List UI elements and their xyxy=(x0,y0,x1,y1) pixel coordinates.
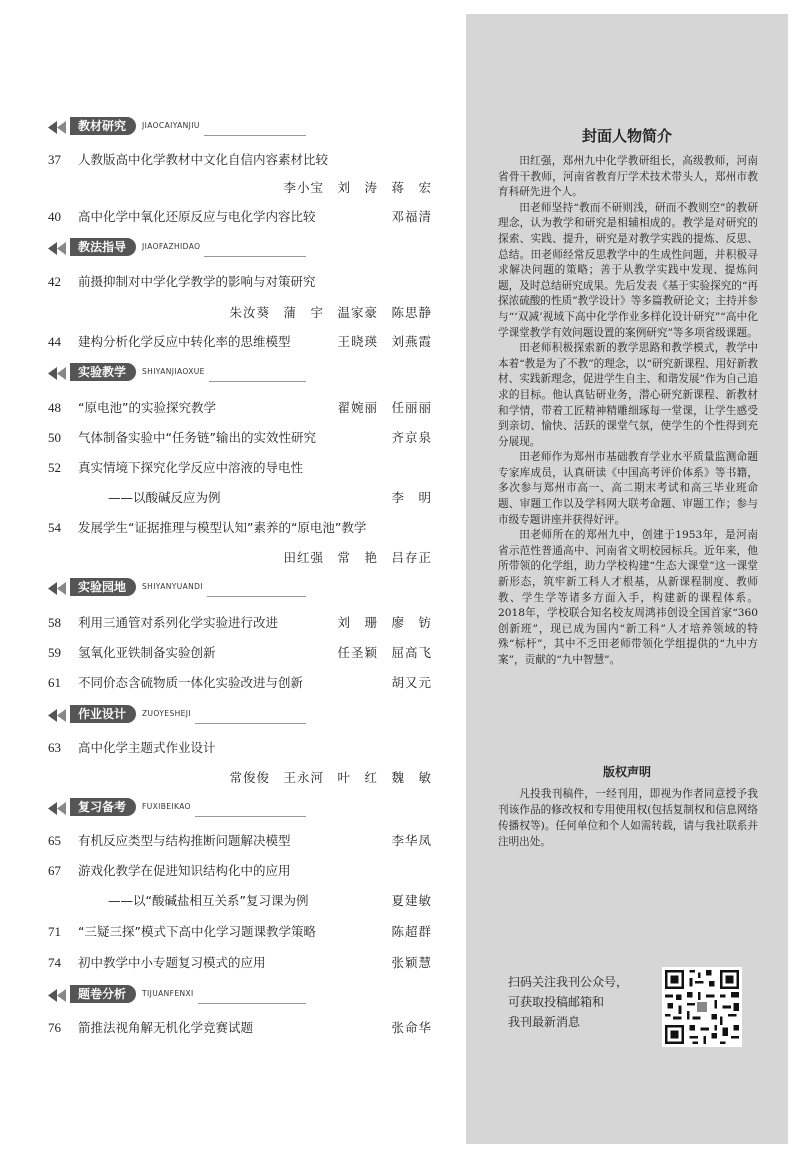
page-number: 52 xyxy=(48,460,61,475)
double-arrow-icon xyxy=(48,242,70,255)
article-title: 利用三通管对系列化学实验进行改进 xyxy=(78,615,279,630)
section-header-yuandi xyxy=(48,578,306,598)
section-pinyin: FUXIBEIKAO xyxy=(142,802,191,811)
article-title: 高中化学中氧化还原反应与电化学内容比较 xyxy=(78,209,316,224)
page-number: 54 xyxy=(48,520,61,535)
article-authors: 李华凤 xyxy=(391,833,432,848)
article-subtitle: ——以“酸碱盐相互关系”复习课为例 xyxy=(108,893,309,908)
section-pinyin: TIJUANFENXI xyxy=(142,989,194,998)
page-number: 65 xyxy=(48,833,61,848)
section-label: 题卷分析 xyxy=(70,985,136,1003)
article-title: 人教版高中化学教材中文化自信内容素材比较 xyxy=(78,152,329,167)
double-arrow-icon xyxy=(48,582,70,595)
toc-entry[interactable] xyxy=(48,207,432,227)
divider xyxy=(195,816,306,817)
page-number: 50 xyxy=(48,430,61,445)
qr-caption-line: 可获取投稿邮箱和 xyxy=(508,995,605,1009)
double-arrow-icon xyxy=(48,367,70,380)
article-title: 前摄抑制对中学化学教学的影响与对策研究 xyxy=(78,274,316,289)
page-number: 40 xyxy=(48,209,61,224)
toc-entry[interactable] xyxy=(48,518,432,538)
article-title: 建构分析化学反应中转化率的思维模型 xyxy=(78,334,291,349)
toc-entry[interactable] xyxy=(48,1018,432,1038)
article-title: 真实情境下探究化学反应中溶液的导电性 xyxy=(78,460,304,475)
section-pinyin: ZUOYESHEJI xyxy=(142,709,192,718)
article-title: 箭推法视角解无机化学竞赛试题 xyxy=(78,1020,254,1035)
article-authors: 任圣颖 屈高飞 xyxy=(337,645,432,660)
divider xyxy=(209,381,306,382)
article-authors: 朱汝葵 蒲 宇 温家豪 陈思静 xyxy=(229,305,432,320)
page-number: 71 xyxy=(48,924,61,939)
article-subtitle: ——以酸碱反应为例 xyxy=(108,490,221,505)
qr-code-icon[interactable] xyxy=(662,967,742,1047)
toc-entry[interactable] xyxy=(48,861,432,881)
toc-entry[interactable] xyxy=(48,332,432,352)
section-header-tijuan xyxy=(48,985,306,1005)
toc-entry[interactable] xyxy=(48,922,432,942)
double-arrow-icon xyxy=(48,709,70,722)
article-title: 气体制备实验中“任务链”输出的实效性研究 xyxy=(78,430,316,445)
divider xyxy=(204,256,306,257)
profile-bio xyxy=(498,154,758,669)
section-label: 教材研究 xyxy=(70,117,136,135)
toc-entry[interactable] xyxy=(48,458,432,478)
page-number: 42 xyxy=(48,274,61,289)
qr-caption xyxy=(508,972,658,1032)
section-label: 复习备考 xyxy=(70,798,136,816)
page-number: 58 xyxy=(48,615,61,630)
divider xyxy=(195,723,306,724)
article-title: 初中教学中小专题复习模式的应用 xyxy=(78,955,266,970)
page-number: 37 xyxy=(48,152,61,167)
toc-entry[interactable] xyxy=(48,398,432,418)
toc-entry[interactable] xyxy=(48,613,432,633)
page-number: 61 xyxy=(48,675,61,690)
copyright-title: 版权声明 xyxy=(602,765,651,779)
article-authors: 邓福清 xyxy=(391,209,432,224)
toc-entry-continued xyxy=(48,488,432,508)
article-authors: 张命华 xyxy=(391,1020,432,1035)
article-title: “原电池”的实验探究教学 xyxy=(78,400,216,415)
article-authors: 陈超群 xyxy=(391,924,432,939)
double-arrow-icon xyxy=(48,802,70,815)
double-arrow-icon xyxy=(48,989,70,1002)
article-title: 发展学生“证据推理与模型认知”素养的“原电池”教学 xyxy=(78,520,367,535)
article-authors: 胡又元 xyxy=(391,675,432,690)
article-title: “三疑三探”模式下高中化学习题课教学策略 xyxy=(78,924,316,939)
toc-entry[interactable] xyxy=(48,738,432,758)
section-label: 教法指导 xyxy=(70,238,136,256)
page-number: 76 xyxy=(48,1020,61,1035)
page-number: 63 xyxy=(48,740,61,755)
article-authors: 齐京泉 xyxy=(391,430,432,445)
bio-paragraph: 田老师作为郑州市基础教育学业水平质量监测命题专家库成员，认真研读《中国高考评价体系》等书籍，多次参与郑州市高一、高二期末考试和高三毕业班命题、审题工作以及学科网大联考命题、审题工作；参与市级专题讲座并获得好评。 xyxy=(498,451,758,526)
article-title: 有机反应类型与结构推断问题解决模型 xyxy=(78,833,291,848)
double-arrow-icon xyxy=(48,121,70,134)
section-label: 作业设计 xyxy=(70,705,136,723)
article-title: 不同价态含硫物质一体化实验改进与创新 xyxy=(78,675,304,690)
article-title: 高中化学主题式作业设计 xyxy=(78,740,216,755)
bio-paragraph: 田老师坚持“教而不研则浅，研而不教则空”的教研理念，认为教学和研究是相辅相成的。教学是对研究的探索、实践、提升，研究是对教学实践的提炼、反思、总结。田老师经常反思教学中的生成性问题，并积极寻求解决问题的策略；善于从教学实践中发现、提炼问题，及时总结研究成果。先后发表《基于实验探究的“再探浓硫酸的性质”教学设计》等多篇教研论文；主持并参与“‘双减’视域下高中化学作业多样化设计研究”“高中化学课堂教学有效问题设置的案例研究”等多项省级课题。 xyxy=(498,201,758,339)
section-label: 实验教学 xyxy=(70,363,136,381)
page-number: 44 xyxy=(48,334,61,349)
page-number: 67 xyxy=(48,863,61,878)
page-number: 74 xyxy=(48,955,61,970)
article-authors: 王晓瑛 刘燕霞 xyxy=(337,334,432,349)
article-title: 氢氧化亚铁制备实验创新 xyxy=(78,645,216,660)
divider xyxy=(207,596,306,597)
article-authors: 李小宝 刘 涛 蒋 宏 xyxy=(283,180,432,195)
qr-caption-line: 扫码关注我刊公众号， xyxy=(508,975,629,989)
article-authors: 张颖慧 xyxy=(391,955,432,970)
section-header-jiaocai xyxy=(48,117,306,137)
profile-title: 封面人物简介 xyxy=(581,127,672,145)
article-authors: 夏建敏 xyxy=(391,893,432,908)
article-authors: 翟婉丽 任丽丽 xyxy=(337,400,432,415)
copyright-text: 凡投我刊稿件，一经刊用，即视为作者同意授予我刊该作品的修改权和专用使用权(包括复制权和信息网络传播权等)。任何单位和个人如需转载，请与我社联系并注明出处。 xyxy=(498,788,758,848)
article-authors: 田红强 常 艳 吕存正 xyxy=(283,550,432,565)
toc-entry[interactable] xyxy=(48,150,432,170)
toc-entry[interactable] xyxy=(48,953,432,973)
bio-paragraph: 田红强，郑州九中化学教研组长，高级教师，河南省骨干教师，河南省教育厅学术技术带头人，郑州市教育科研先进个人。 xyxy=(498,155,758,199)
section-label: 实验园地 xyxy=(70,578,136,596)
section-pinyin: JIAOCAIYANJIU xyxy=(142,121,200,130)
divider xyxy=(204,135,306,136)
divider xyxy=(198,1003,306,1004)
section-pinyin: SHIYANYUANDI xyxy=(142,582,203,591)
section-header-shiyan xyxy=(48,363,306,383)
toc-entry-continued xyxy=(48,891,432,911)
article-authors: 刘 珊 廖 钫 xyxy=(337,615,432,630)
toc-entry[interactable] xyxy=(48,673,432,693)
section-pinyin: SHIYANJIAOXUE xyxy=(142,367,205,376)
page-number: 59 xyxy=(48,645,61,660)
section-pinyin: JIAOFAZHIDAO xyxy=(142,242,201,251)
article-title: 游戏化教学在促进知识结构化中的应用 xyxy=(78,863,291,878)
toc-entry[interactable] xyxy=(48,831,432,851)
bio-paragraph: 田老师所在的郑州九中，创建于1953年，是河南省示范性普通高中、河南省文明校园标兵。近年来，他所带领的化学组，助力学校构建“生态大课堂”这一课堂新形态，筑牢新工科人才根基，从新课程制度、教师教、学生学等诸多方面入手，构建新的课程体系。2018年，学校联合知名校友周鸿祎创设全国首家“360创新班”，现已成为国内“新工科”人才培养领域的特殊“标杆”，其中不乏田老师带领化学组提供的“九中方案”，贡献的“九中智慧”。 xyxy=(498,529,758,666)
toc-entry[interactable] xyxy=(48,272,432,292)
cover-profile-panel xyxy=(466,14,788,1144)
bio-paragraph: 田老师积极探索新的教学思路和教学模式，教学中本着“教是为了不教”的理念，以“研究新课程、用好新教材、实践新理念，促进学生自主、和谐发展”作为自己追求的目标。他认真钻研业务，潜心研究新课程、新教材和学情，带着工匠精神精雕细琢每一堂课，让学生感受到亲切、愉快、活跃的课堂气氛，使学生的个性得到充分展现。 xyxy=(498,342,758,448)
article-authors: 常俊俊 王永河 叶 红 魏 敏 xyxy=(229,770,432,785)
qr-caption-line: 我刊最新消息 xyxy=(508,1015,581,1029)
article-authors: 李 明 xyxy=(391,490,432,505)
toc-entry[interactable] xyxy=(48,428,432,448)
section-header-fuxi xyxy=(48,798,306,818)
page-number: 48 xyxy=(48,400,61,415)
section-header-jiaofa xyxy=(48,238,306,258)
toc-entry[interactable] xyxy=(48,643,432,663)
section-header-zuoye xyxy=(48,705,306,725)
